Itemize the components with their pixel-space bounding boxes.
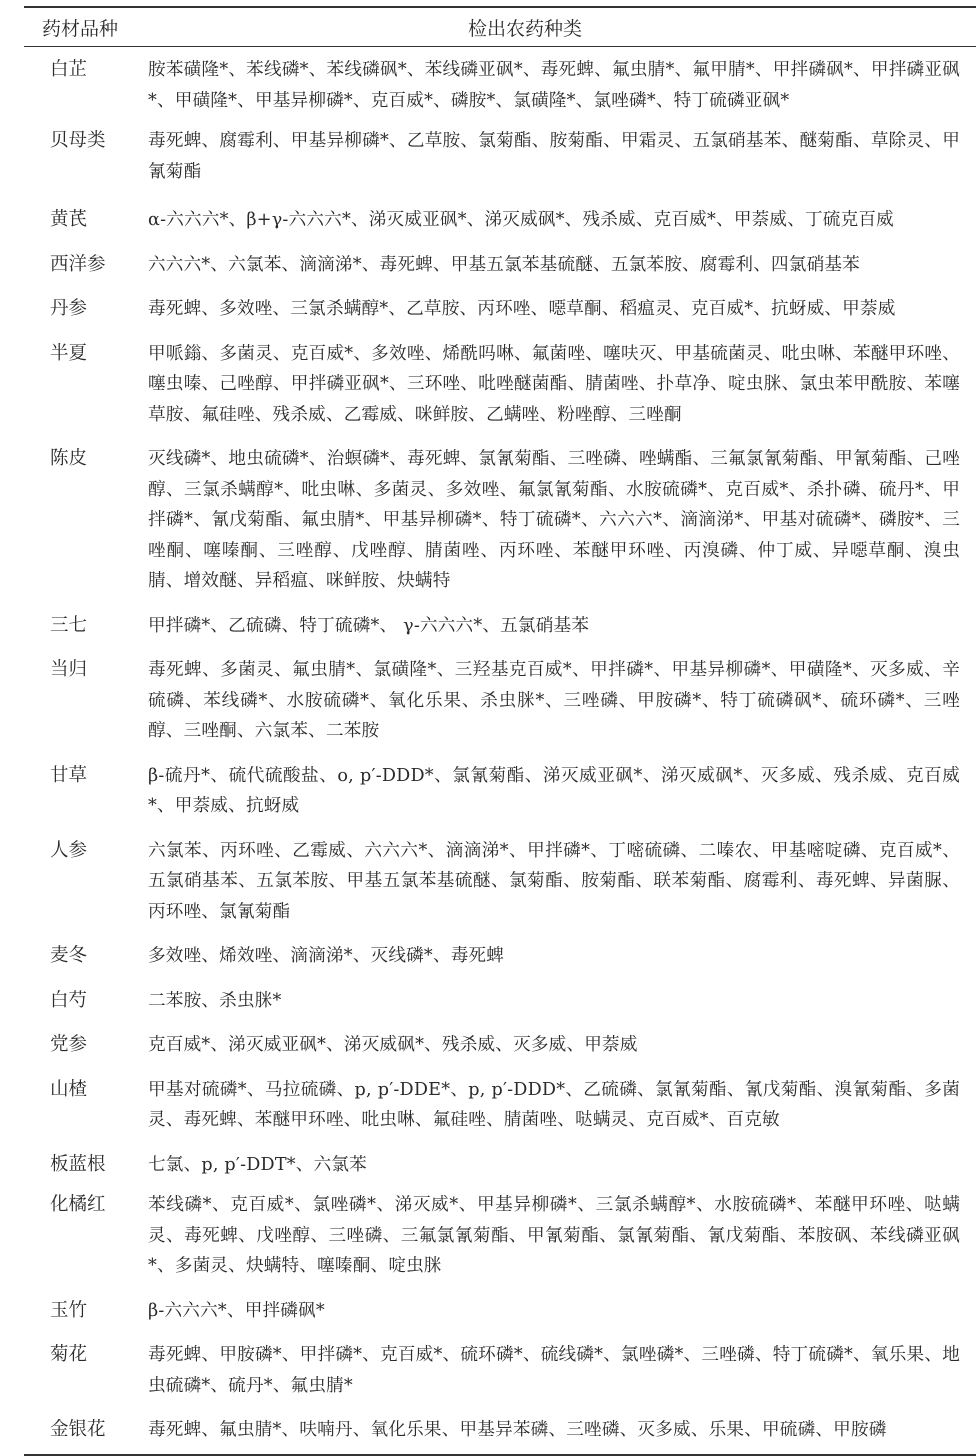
pesticide-list: 六六六*、六氯苯、滴滴涕*、毒死蜱、甲基五氯苯基硫醚、五氯苯胺、腐霉利、四氯硝基苯: [148, 254, 860, 275]
table-row: [24, 1288, 976, 1333]
pesticide-list: 毒死蜱、氟虫腈*、呋喃丹、氧化乐果、甲基异苯磷、三唑磷、灭多威、乐果、甲硫磷、甲胺磷: [148, 1420, 887, 1440]
pesticide-list: 灭线磷*、地虫硫磷*、治螟磷*、毒死蜱、氯氰菊酯、三唑磷、唑螨酯、三氟氯氰菊酯、甲氰菊酯、己唑醇、三氯杀螨醇*、吡虫啉、多菌灵、多效唑、氟氯氰菊酯、水胺硫磷*、克百威*、杀扑磷、硫丹*、甲拌磷*、氰戊菊酯、氟虫腈*、甲基异柳磷*、特丁硫磷*、六六六*、滴滴涕*、甲基对硫磷*、磷胺*、三唑酮、噻嗪酮、三唑醇、戊唑醇、腈菌唑、丙环唑、苯醚甲环唑、丙溴磷、仲丁威、异噁草酮、溴虫腈、增效醚、异稻瘟、咪鲜胺、炔螨特: [148, 449, 960, 591]
header-herb-variety: 药材品种: [42, 17, 119, 40]
herb-name: 丹参: [50, 298, 88, 319]
herb-name: 玉竹: [50, 1299, 88, 1321]
pesticide-list: 多效唑、烯效唑、滴滴涕*、灭线磷*、毒死蜱: [148, 946, 505, 966]
herb-name: 化橘红: [50, 1194, 106, 1215]
table-row: [24, 1142, 976, 1183]
table-row: [24, 978, 976, 1023]
table-row: [24, 647, 976, 753]
herb-name: 麦冬: [50, 945, 88, 966]
table-row: [24, 1182, 976, 1288]
table-row: [24, 331, 976, 437]
table-row: [24, 197, 976, 242]
pesticide-list: 毒死蜱、多菌灵、氟虫腈*、氯磺隆*、三羟基克百威*、甲拌磷*、甲基异柳磷*、甲磺隆*、灭多威、辛硫磷、苯线磷*、水胺硫磷*、氧化乐果、杀虫脒*、三唑磷、甲胺磷*、特丁硫磷砜*、硫环磷*、三唑醇、三唑酮、六氯苯、二苯胺: [148, 660, 960, 741]
table-row: [24, 828, 976, 934]
herb-name: 三七: [50, 614, 88, 636]
pesticide-list: 克百威*、涕灭威亚砜*、涕灭威砜*、残杀威、灭多威、甲萘威: [148, 1035, 638, 1055]
table-row: [24, 242, 976, 287]
pesticide-list: 毒死蜱、腐霉利、甲基异柳磷*、乙草胺、氯菊酯、胺菊酯、甲霜灵、五氯硝基苯、醚菊酯、草除灵、甲氰菊酯: [148, 131, 960, 182]
pesticide-list: 甲哌鎓、多菌灵、克百威*、多效唑、烯酰吗啉、氟菌唑、噻呋灭、甲基硫菌灵、吡虫啉、苯醚甲环唑、噻虫嗪、己唑醇、甲拌磷亚砜*、三环唑、吡唑醚菌酯、腈菌唑、扑草净、啶虫脒、氯虫苯甲酰胺、苯噻草胺、氟硅唑、残杀威、乙霉威、咪鲜胺、乙螨唑、粉唑醇、三唑酮: [148, 343, 960, 425]
herb-name: 西洋参: [50, 253, 106, 275]
table-row: [24, 1407, 976, 1454]
herb-name: 金银花: [50, 1419, 106, 1440]
table-header: [24, 8, 976, 47]
pesticide-list: β-六六六*、甲拌磷砜*: [148, 1300, 325, 1321]
pesticide-list: 甲拌磷*、乙硫磷、特丁硫磷*、 γ-六六六*、五氯硝基苯: [148, 615, 590, 636]
pesticide-list: α-六六六*、β+γ-六六六*、涕灭威亚砜*、涕灭威砜*、残杀威、克百威*、甲萘威、丁硫克百威: [148, 210, 894, 230]
herb-name: 白芍: [50, 989, 88, 1011]
herb-name: 板蓝根: [50, 1153, 106, 1175]
table-row: [24, 47, 976, 118]
table-row: [24, 753, 976, 828]
table-row: [24, 286, 976, 331]
herb-name: 黄芪: [50, 209, 88, 230]
table-row: [24, 118, 976, 197]
table-row: [24, 1332, 976, 1407]
herb-name: 半夏: [50, 342, 88, 364]
table-row: [24, 1067, 976, 1142]
herb-name: 甘草: [50, 764, 88, 786]
table-row: [24, 1022, 976, 1067]
table-body: [24, 47, 976, 1454]
pesticide-list: 毒死蜱、甲胺磷*、甲拌磷*、克百威*、硫环磷*、硫线磷*、氯唑磷*、三唑磷、特丁硫磷*、氧乐果、地虫硫磷*、硫丹*、氟虫腈*: [148, 1345, 960, 1396]
pesticide-list: β-硫丹*、硫代硫酸盐、o, p′-DDD*、氯氰菊酯、涕灭威亚砜*、涕灭威砜*、灭多威、残杀威、克百威*、甲萘威、抗蚜威: [148, 765, 960, 816]
herb-name: 陈皮: [50, 448, 88, 469]
table-row: [24, 603, 976, 648]
pesticide-table: [24, 6, 976, 1456]
herb-name: 人参: [50, 839, 88, 861]
herb-name: 贝母类: [50, 130, 106, 151]
herb-name: 山楂: [50, 1078, 88, 1100]
pesticide-list: 六氯苯、丙环唑、乙霉威、六六六*、滴滴涕*、甲拌磷*、丁嘧硫磷、二嗪农、甲基嘧啶磷、克百威*、五氯硝基苯、五氯苯胺、甲基五氯苯基硫醚、氯菊酯、胺菊酯、联苯菊酯、腐霉利、毒死蜱、异菌脲、丙环唑、氯氰菊酯: [148, 840, 960, 922]
pesticide-list: 甲基对硫磷*、马拉硫磷、p, p′-DDE*、p, p′-DDD*、乙硫磷、氯氰菊酯、氰戊菊酯、溴氰菊酯、多菌灵、毒死蜱、苯醚甲环唑、吡虫啉、氟硅唑、腈菌唑、哒螨灵、克百威*、百克敏: [148, 1079, 960, 1130]
pesticide-list: 二苯胺、杀虫脒*: [148, 990, 282, 1011]
pesticide-list: 毒死蜱、多效唑、三氯杀螨醇*、乙草胺、丙环唑、噁草酮、稻瘟灵、克百威*、抗蚜威、甲萘威: [148, 299, 896, 319]
herb-name: 菊花: [50, 1344, 88, 1365]
herb-name: 当归: [50, 659, 88, 680]
header-pesticide-types: 检出农药种类: [467, 17, 582, 40]
table-row: [24, 933, 976, 978]
herb-name: 白芷: [50, 59, 88, 80]
table-row: [24, 436, 976, 603]
pesticide-list: 胺苯磺隆*、苯线磷*、苯线磷砜*、苯线磷亚砜*、毒死蜱、氟虫腈*、氟甲腈*、甲拌磷砜*、甲拌磷亚砜*、甲磺隆*、甲基异柳磷*、克百威*、磷胺*、氯磺隆*、氯唑磷*、特丁硫磷亚砜*: [148, 60, 960, 111]
herb-name: 党参: [50, 1034, 88, 1055]
pesticide-list: 七氯、p, p′-DDT*、六氯苯: [148, 1154, 367, 1175]
pesticide-list: 苯线磷*、克百威*、氯唑磷*、涕灭威*、甲基异柳磷*、三氯杀螨醇*、水胺硫磷*、苯醚甲环唑、哒螨灵、毒死蜱、戊唑醇、三唑磷、三氟氯氰菊酯、甲氰菊酯、氯氰菊酯、氰戊菊酯、苯胺砜、苯线磷亚砜*、多菌灵、炔螨特、噻嗪酮、啶虫脒: [148, 1195, 960, 1276]
